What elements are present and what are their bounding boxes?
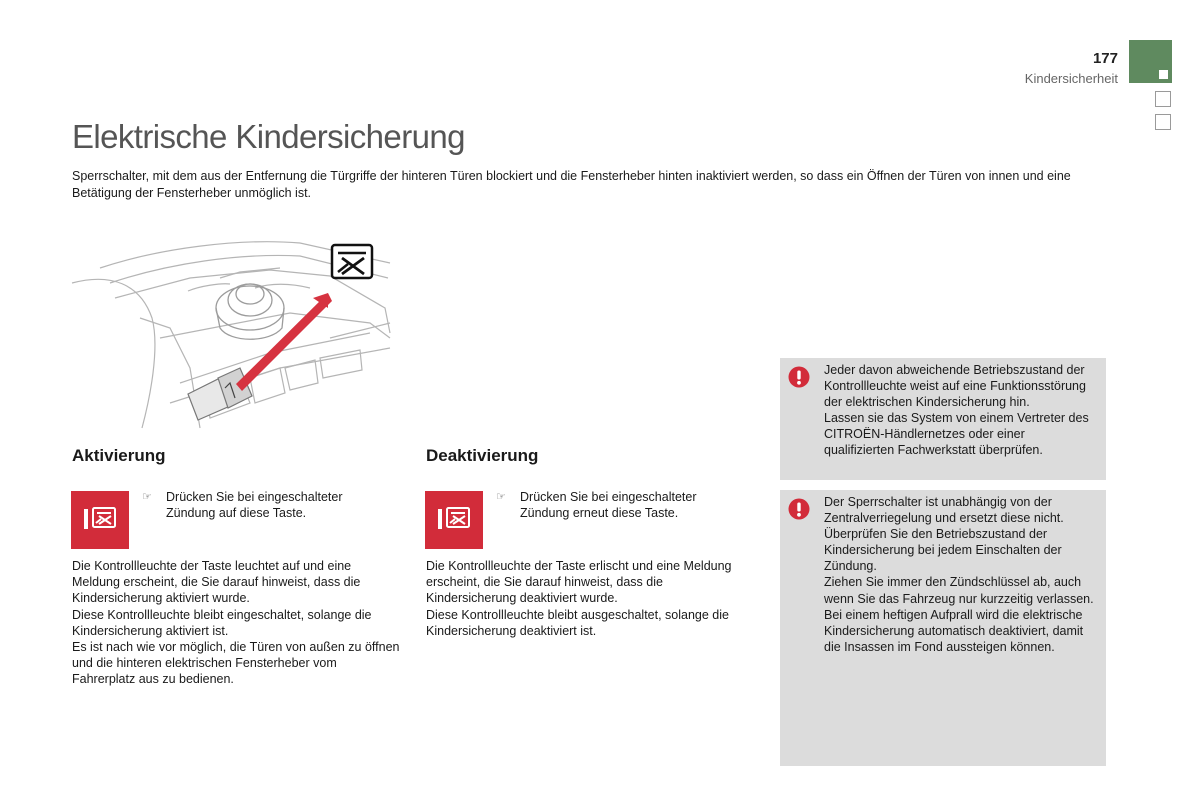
- page-title: Elektrische Kindersicherung: [72, 118, 465, 155]
- deactivation-step: [496, 489, 736, 521]
- section-name: Kindersicherheit: [1024, 71, 1118, 86]
- warning-note-text: [824, 362, 1094, 459]
- child-lock-icon: [332, 245, 372, 278]
- warning-note: [780, 490, 1106, 766]
- page-number: 177: [1092, 50, 1118, 67]
- deactivation-text: [426, 558, 746, 639]
- note-line: Bei einem heftigen Aufprall wird die elektrische Kindersicherung automatisch deaktiviert, damit die Insassen im Fond aussteigen können.: [824, 607, 1084, 654]
- chapter-tab-box[interactable]: [1155, 114, 1171, 130]
- deactivation-paragraph: Diese Kontrollleuchte bleibt ausgeschaltet, solange die Kindersicherung deaktiviert ist.: [426, 607, 729, 638]
- deactivation-paragraph: Die Kontrollleuchte der Taste erlischt und eine Meldung erscheint, die Sie darauf hinweist, dass die Kindersicherung deaktiviert wurde.: [426, 559, 732, 606]
- warning-icon: [788, 498, 810, 520]
- child-lock-icon: [425, 491, 483, 549]
- warning-note: [780, 358, 1106, 480]
- chapter-tab-box[interactable]: [1155, 91, 1171, 107]
- warning-icon: [788, 366, 810, 388]
- note-line: Der Sperrschalter ist unabhängig von der Zentralverriegelung und ersetzt diese nicht.: [824, 495, 1064, 526]
- activation-text: [72, 558, 402, 688]
- activation-paragraph: Diese Kontrollleuchte bleibt eingeschaltet, solange die Kindersicherung aktiviert ist.: [72, 607, 372, 638]
- activation-paragraph: Es ist nach wie vor möglich, die Türen von außen zu öffnen und die hinteren elektrischen Fensterheber vom Fahrerplatz aus zu bedienen.: [72, 640, 400, 687]
- deactivation-step-text: Drücken Sie bei eingeschalteter Zündung erneut diese Taste.: [520, 490, 697, 520]
- activation-heading: Aktivierung: [72, 446, 166, 465]
- child-lock-button-image: [71, 491, 129, 549]
- console-illustration: [70, 228, 405, 450]
- warning-note-text: [824, 494, 1094, 655]
- chapter-tab-marker: [1159, 70, 1168, 79]
- activation-paragraph: Die Kontrollleuchte der Taste leuchtet auf und eine Meldung erscheint, die Sie darauf hinweist, dass die Kindersicherung aktiviert wurde.: [72, 559, 361, 606]
- deactivation-heading: Deaktivierung: [426, 446, 539, 465]
- intro-paragraph: Sperrschalter, mit dem aus der Entfernung die Türgriffe der hinteren Türen blockiert und die Fensterheber hinten inaktiviert werden, so dass ein Öffnen der Türen von innen und eine Betätigung der Fensterheber unmöglich ist.: [72, 169, 1071, 200]
- activation-step-text: Drücken Sie bei eingeschalteter Zündung auf diese Taste.: [166, 490, 343, 520]
- note-line: Lassen sie das System von einem Vertreter des CITROËN-Händlernetzes oder einer qualifizierten Fachwerkstatt überprüfen.: [824, 411, 1089, 458]
- chapter-tab-active[interactable]: [1129, 40, 1172, 83]
- pointer-icon: ☞: [496, 491, 506, 503]
- activation-step: [142, 489, 382, 521]
- note-line: Jeder davon abweichende Betriebszustand der Kontrollleuchte weist auf eine Funktionsstörung der elektrischen Kindersicherung hin.: [824, 363, 1086, 410]
- child-lock-icon: [71, 491, 129, 549]
- note-line: Ziehen Sie immer den Zündschlüssel ab, auch wenn Sie das Fahrzeug nur kurzzeitig verlassen.: [824, 575, 1094, 606]
- pointer-icon: ☞: [142, 491, 152, 503]
- child-lock-button-image: [425, 491, 483, 549]
- note-line: Überprüfen Sie den Betriebszustand der Kindersicherung bei jedem Einschalten der Zündung.: [824, 527, 1062, 574]
